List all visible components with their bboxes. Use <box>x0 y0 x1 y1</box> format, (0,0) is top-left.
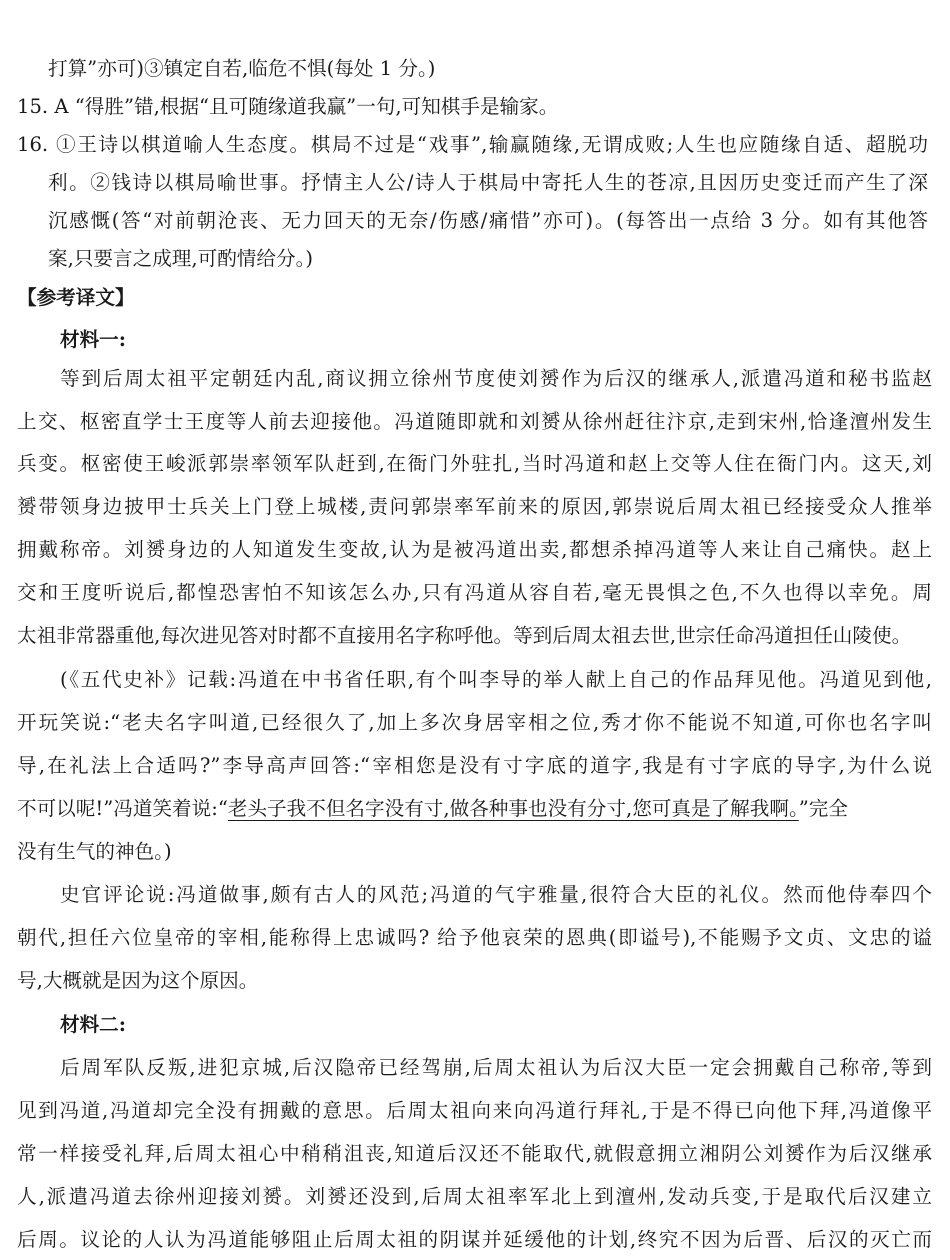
paragraph-line: 上交、枢密直学士王度等人前去迎接他。冯道随即就和刘赟从徐州赶往汴京,走到宋州,恰逢澶州发生 <box>17 410 932 433</box>
paragraph-line: 没有生气的神色。) <box>17 840 172 863</box>
answer-16-line: 案,只要言之成理,可酌情给分。) <box>48 247 314 270</box>
paragraph-line: 后周。议论的人认为冯道能够阻止后周太祖的阴谋并延缓他的计划,终究不因为后晋、后汉的灭亡而 <box>17 1228 932 1251</box>
paragraph-line: 见到冯道,冯道却完全没有拥戴的意思。后周太祖向来向冯道行拜礼,于是不得已向他下拜,冯道像平 <box>17 1099 932 1122</box>
answer-16-line: 沉感慨(答“对前朝沧丧、无力回天的无奈/伤感/痛惜”亦可)。(每答出一点给 3 分。如有其他答 <box>48 209 928 232</box>
paragraph-line: 等到后周太祖平定朝廷内乱,商议拥立徐州节度使刘赟作为后汉的继承人,派遣冯道和秘书监赵 <box>60 367 932 390</box>
line-suffix: ”完全 <box>798 797 848 820</box>
paragraph-line: 人,派遣冯道去徐州迎接刘赟。刘赟还没到,后周太祖率军北上到澶州,发动兵变,于是取代后汉建立 <box>17 1185 932 1208</box>
paragraph-line: 赟带领身边披甲士兵关上门登上城楼,责问郭崇率军前来的原因,郭崇说后周太祖已经接受众人推举 <box>17 495 932 518</box>
paragraph-line: (《五代史补》记载:冯道在中书省任职,有个叫李导的举人献上自己的作品拜见他。冯道见到他, <box>60 668 932 691</box>
paragraph-line: 太祖非常器重他,每次进见答对时都不直接用名字称呼他。等到后周太祖去世,世宗任命冯道担任山陵使。 <box>17 624 912 647</box>
paragraph-line: 开玩笑说:“老夫名字叫道,已经很久了,加上多次身居宰相之位,秀才你不能说不知道,可你也名字叫 <box>17 711 932 734</box>
paragraph-line: 史官评论说:冯道做事,颇有古人的风范;冯道的气宇雅量,很符合大臣的礼仪。然而他侍奉四个 <box>60 883 932 906</box>
paragraph-line: 拥戴称帝。刘赟身边的人知道发生变故,认为是被冯道出卖,都想杀掉冯道等人来让自己痛快。赵上 <box>17 538 932 561</box>
answer-16-line: 16. ①王诗以棋道喻人生态度。棋局不过是“戏事”,输赢随缘,无谓成败;人生也应随缘自适、超脱功 <box>17 133 928 156</box>
paragraph-line-underlined <box>17 787 932 831</box>
paragraph-line: 常一样接受礼拜,后周太祖心中稍稍沮丧,知道后汉还不能取代,就假意拥立湘阴公刘赟作为后汉继承 <box>17 1142 932 1165</box>
paragraph-line: 号,大概就是因为这个原因。 <box>17 969 259 992</box>
subheading-material-1: 材料一: <box>60 328 127 351</box>
paragraph-line: 兵变。枢密使王峻派郭崇率领军队赶到,在衙门外驻扎,当时冯道和赵上交等人住在衙门内。这天,刘 <box>17 452 932 475</box>
paragraph-line: 导,在礼法上合适吗?”李导高声回答:“宰相您是没有寸字底的道字,我是有寸字底的导字,为什么说 <box>17 754 932 777</box>
underlined-sentence: 老头子我不但名字没有寸,做各种事也没有分寸,您可真是了解我啊。 <box>227 797 799 820</box>
paragraph-line: 朝代,担任六位皇帝的宰相,能称得上忠诚吗? 给予他哀荣的恩典(即谥号),不能赐予文贞、文忠的谥 <box>17 926 932 949</box>
line-prefix: 不可以呢!”冯道笑着说:“ <box>17 797 228 820</box>
text-line: 打算”亦可)③镇定自若,临危不惧(每处 1 分。) <box>48 57 436 80</box>
answer-15: 15. A “得胜”错,根据“且可随缘道我赢”一句,可知棋手是输家。 <box>17 95 559 118</box>
paragraph-line: 后周军队反叛,进犯京城,后汉隐帝已经驾崩,后周太祖认为后汉大臣一定会拥戴自己称帝,等到 <box>60 1056 932 1079</box>
paragraph-line: 交和王度听说后,都惶恐害怕不知该怎么办,只有冯道从容自若,毫无畏惧之色,不久也得以幸免。周 <box>17 581 932 604</box>
subheading-material-2: 材料二: <box>60 1013 127 1036</box>
answer-16-line: 利。②钱诗以棋局喻世事。抒情主人公/诗人于棋局中寄托人生的苍凉,且因历史变迁而产生了深 <box>48 171 928 194</box>
section-heading: 【参考译文】 <box>17 286 135 309</box>
